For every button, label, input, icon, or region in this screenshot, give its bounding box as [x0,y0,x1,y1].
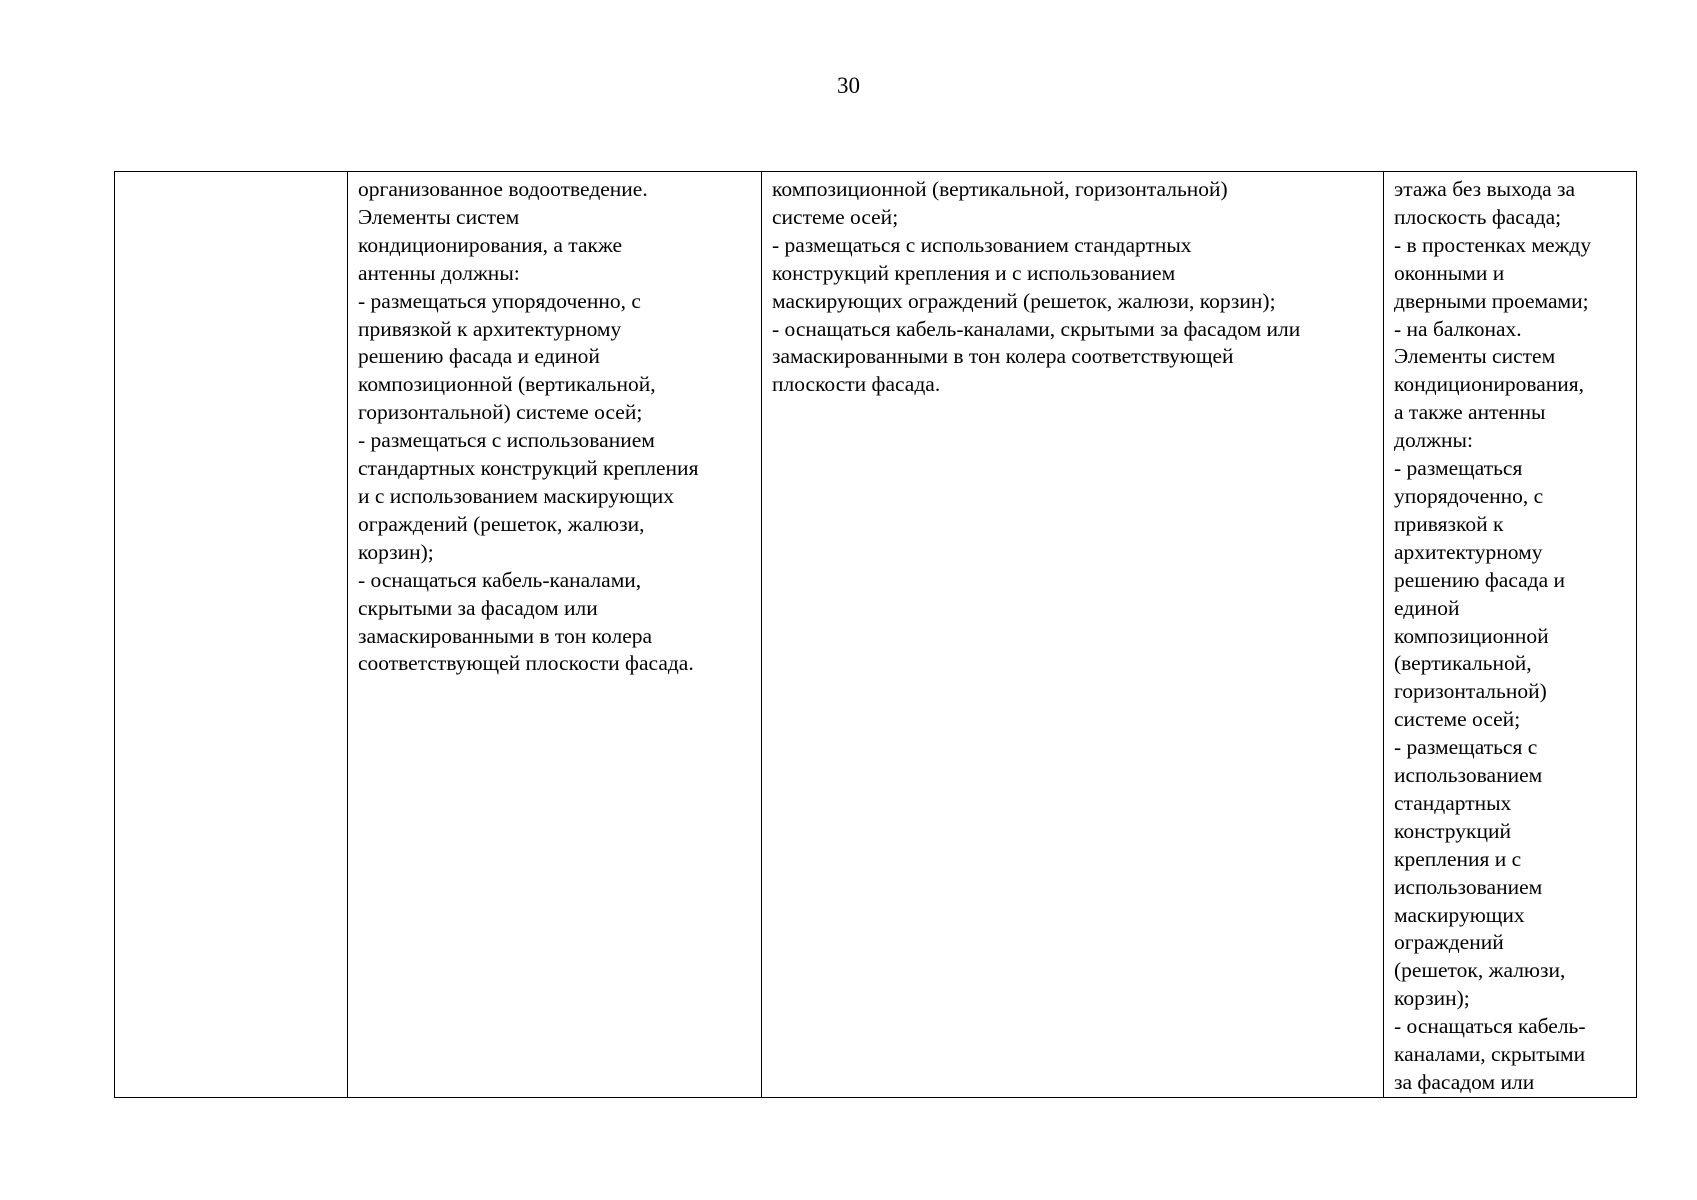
cell-text-line: решению фасада и [1394,567,1566,592]
cell-text-line: каналами, скрытыми [1394,1042,1586,1067]
cell-text-line: Элементы систем [358,204,520,229]
cell-text-line: - размещаться с использованием [358,428,655,453]
cell-text-line: стандартных [1394,790,1512,815]
table-row [115,172,1637,1098]
cell-text-line: - размещаться с использованием стандартных [772,232,1192,257]
cell-text-line: конструкций крепления и с использованием [772,260,1176,285]
page-number: 30 [837,73,860,98]
cell-text-line: конструкций [1394,818,1511,843]
cell-text-line: маскирующих ограждений (решеток, жалюзи, корзин); [772,288,1276,313]
cell-text-line: решению фасада и единой [358,344,600,369]
cell-text-line: замаскированными в тон колера соответствующей [772,344,1234,369]
cell-text-line: системе осей; [1394,707,1521,732]
cell-text-line: плоскости фасада. [772,372,941,397]
cell-text-line: - на балконах. [1394,316,1522,341]
cell-text-line: - размещаться [1394,456,1523,481]
table-cell-col4 [1384,172,1637,1098]
cell-text-line: - размещаться упорядоченно, с [358,288,641,313]
cell-text-line: ограждений [1394,930,1504,955]
table-cell-col2 [348,172,762,1098]
cell-text-line: соответствующей плоскости фасада. [358,651,694,676]
cell-text-line: крепления и с [1394,846,1522,871]
cell-text-line: - оснащаться кабель-каналами, [358,567,642,592]
document-table [114,171,1637,1098]
cell-text-line: а также антенны [1394,400,1546,425]
cell-text-line: Элементы систем [1394,344,1556,369]
cell-text-line: организованное водоотведение. [358,177,648,201]
cell-text-line: плоскость фасада; [1394,204,1562,229]
cell-text-line: упорядоченно, с [1394,483,1544,508]
cell-text-line: кондиционирования, а также [358,232,623,257]
cell-text-line: ограждений (решеток, жалюзи, [358,511,645,536]
cell-text-line: стандартных конструкций крепления [358,456,699,481]
cell-text-line: композиционной (вертикальной, горизонтальной) [772,177,1228,201]
cell-text-line: архитектурному [1394,539,1543,564]
cell-text-line: использованием [1394,763,1543,788]
cell-text-line: горизонтальной) [1394,679,1547,704]
cell-text-line: - размещаться с [1394,735,1538,760]
cell-text-line: привязкой к архитектурному [358,316,622,341]
cell-text-line: дверными проемами; [1394,288,1589,313]
cell-text-line: замаскированными в тон колера [358,623,653,648]
cell-text-line: - оснащаться кабель- [1394,1014,1586,1039]
cell-text-line: оконными и [1394,260,1505,285]
cell-text-line: корзин); [358,539,434,564]
cell-text-line: маскирующих [1394,902,1525,927]
cell-text-line: использованием [1394,874,1543,899]
cell-text-line: антенны должны: [358,260,520,285]
table-cell-col1 [115,172,348,1098]
cell-text-line: за фасадом или [1394,1070,1535,1094]
cell-text-line: этажа без выхода за [1394,177,1576,201]
cell-text-line: - оснащаться кабель-каналами, скрытыми за фасадом или [772,316,1301,341]
cell-text-line: кондиционирования, [1394,372,1585,397]
cell-text-line: (вертикальной, [1394,651,1532,676]
cell-text-line: и с использованием маскирующих [358,483,675,508]
cell-text-line: - в простенках между [1394,232,1592,257]
cell-text-line: корзин); [1394,986,1470,1011]
cell-text-line: композиционной (вертикальной, [358,372,656,397]
cell-text-line: единой [1394,595,1460,620]
cell-text-line: привязкой к [1394,511,1504,536]
cell-text-line: горизонтальной) системе осей; [358,400,643,425]
table-cell-col3 [762,172,1384,1098]
cell-text-line: скрытыми за фасадом или [358,595,598,620]
cell-text-line: (решеток, жалюзи, [1394,958,1566,983]
cell-text-line: композиционной [1394,623,1549,648]
cell-text-line: должны: [1394,428,1473,453]
cell-text-line: системе осей; [772,204,899,229]
